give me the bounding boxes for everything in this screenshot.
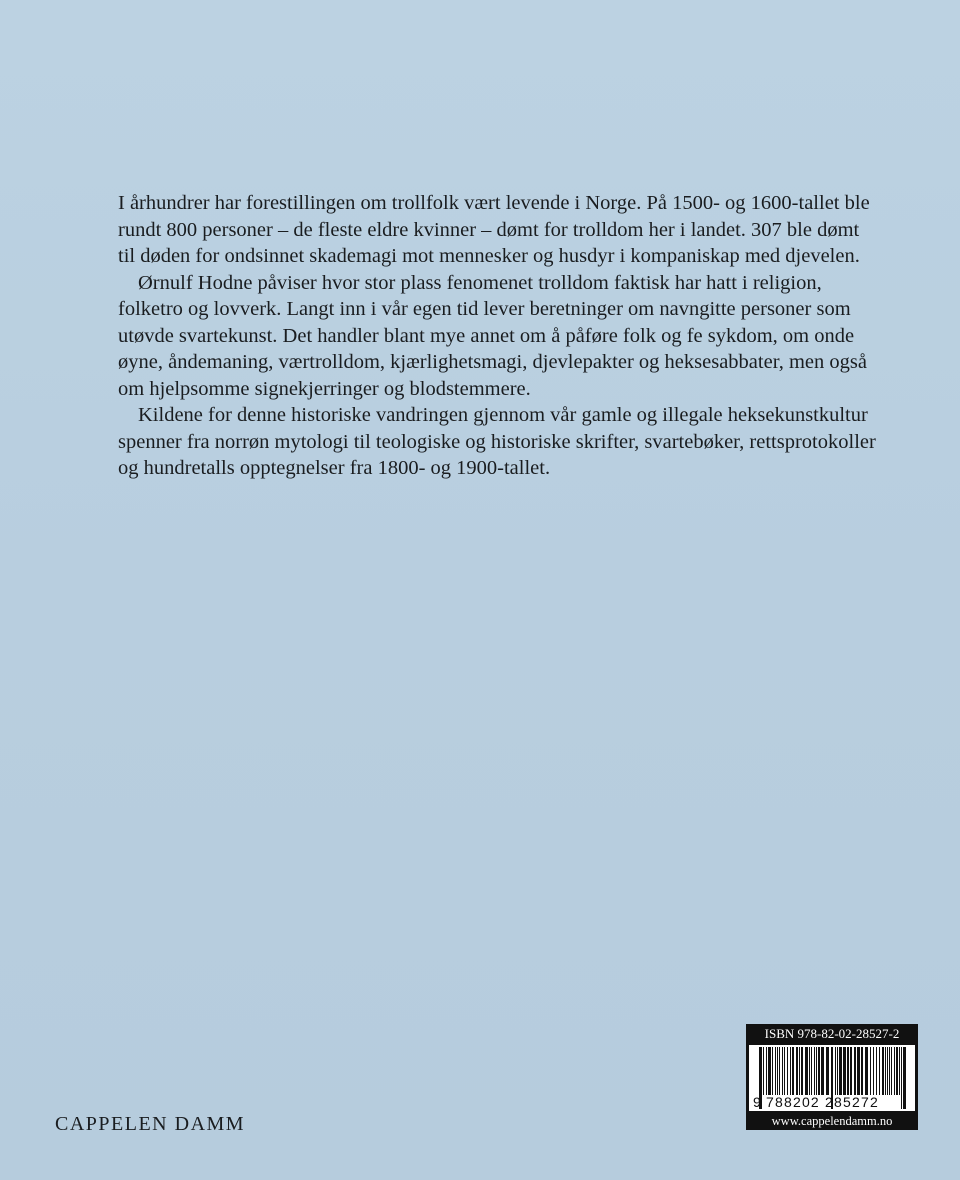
- barcode-bar: [766, 1047, 767, 1095]
- barcode-bar: [818, 1047, 820, 1095]
- barcode-bar: [839, 1047, 842, 1095]
- barcode-bar: [889, 1047, 890, 1095]
- barcode-bar: [784, 1047, 785, 1095]
- barcode-bar: [775, 1047, 776, 1095]
- barcode-bar: [847, 1047, 849, 1095]
- barcode-bar: [854, 1047, 856, 1095]
- barcode-bar: [899, 1047, 900, 1095]
- barcode-bar: [814, 1047, 815, 1095]
- blurb-paragraph-2: Ørnulf Hodne påviser hvor stor plass fenomenet trolldom faktisk har hatt i religion, folketro og lovverk. Langt inn i vår egen tid lever beretninger om navngitte personer som utøvde svartekunst. Det handler blant mye annet om å påføre folk og fe sykdom, om onde øyne, åndemaning, værtrolldom, kjærlighetsmagi, djevlepakter og heksesabbater, men også om hjelpsomme signekjerringer og blodstemmere.: [118, 271, 867, 400]
- barcode-bar: [768, 1047, 771, 1095]
- barcode-bar: [799, 1047, 800, 1095]
- barcode-bar: [870, 1047, 871, 1095]
- barcode-bar: [873, 1047, 874, 1095]
- barcode-bar: [821, 1047, 824, 1095]
- barcode-digits: [753, 1094, 913, 1110]
- barcode-digit-first: 9: [753, 1094, 762, 1110]
- blurb-text: [118, 190, 878, 482]
- barcode-bar: [835, 1047, 836, 1095]
- barcode-bar: [805, 1047, 808, 1095]
- isbn-barcode-block: [746, 1024, 918, 1130]
- barcode-bar: [885, 1047, 886, 1095]
- barcode-bar: [837, 1047, 838, 1095]
- barcode-digit-group-2: 285272: [825, 1094, 879, 1110]
- publisher-logo: CAPPELEN DAMM: [55, 1113, 246, 1135]
- barcode-bar: [850, 1047, 852, 1095]
- barcode-bar: [826, 1047, 829, 1095]
- publisher-website: www.cappelendamm.no: [771, 1114, 893, 1128]
- barcode-bar: [763, 1047, 764, 1095]
- barcode-bar: [816, 1047, 817, 1095]
- barcode-bar: [796, 1047, 798, 1095]
- barcode-bar: [894, 1047, 895, 1095]
- barcode-bar: [777, 1047, 778, 1095]
- blurb-paragraph-3: Kildene for denne historiske vandringen gjennom vår gamle og illegale heksekunstkultur spenner fra norrøn mytologi til teologiske og historiske skrifter, svartebøker, rettsprotokoller og hundretalls opptegnelser fra 1800- og 1900-tallet.: [118, 404, 876, 479]
- barcode-bar: [865, 1047, 868, 1095]
- barcode-bar: [882, 1047, 884, 1095]
- blurb-paragraph-1: I århundrer har forestillingen om trollfolk vært levende i Norge. På 1500- og 1600-tallet ble rundt 800 personer – de fleste eldre kvinner – dømt for trolldom her i landet. 307 ble dømt til døden for ondsinnet skademagi mot mennesker og husdyr i kompaniskap med djevelen.: [118, 192, 870, 267]
- barcode-bar: [790, 1047, 791, 1095]
- barcode: [749, 1045, 915, 1111]
- barcode-bar: [857, 1047, 860, 1095]
- barcode-bar: [891, 1047, 892, 1095]
- barcode-bar: [879, 1047, 880, 1095]
- barcode-bar: [861, 1047, 863, 1095]
- barcode-bar: [782, 1047, 783, 1095]
- barcode-bar: [843, 1047, 846, 1095]
- barcode-bar: [809, 1047, 810, 1095]
- barcode-bar: [887, 1047, 888, 1095]
- barcode-bar: [896, 1047, 898, 1095]
- barcode-bar: [792, 1047, 794, 1095]
- isbn-label: ISBN 978-82-02-28527-2: [764, 1026, 900, 1041]
- barcode-bar: [876, 1047, 877, 1095]
- barcode-bar: [779, 1047, 780, 1095]
- barcode-bar: [801, 1047, 803, 1095]
- barcode-bar: [772, 1047, 773, 1095]
- barcode-digit-group-1: 788202: [766, 1094, 820, 1110]
- barcode-bar: [787, 1047, 788, 1095]
- barcode-bar: [811, 1047, 812, 1095]
